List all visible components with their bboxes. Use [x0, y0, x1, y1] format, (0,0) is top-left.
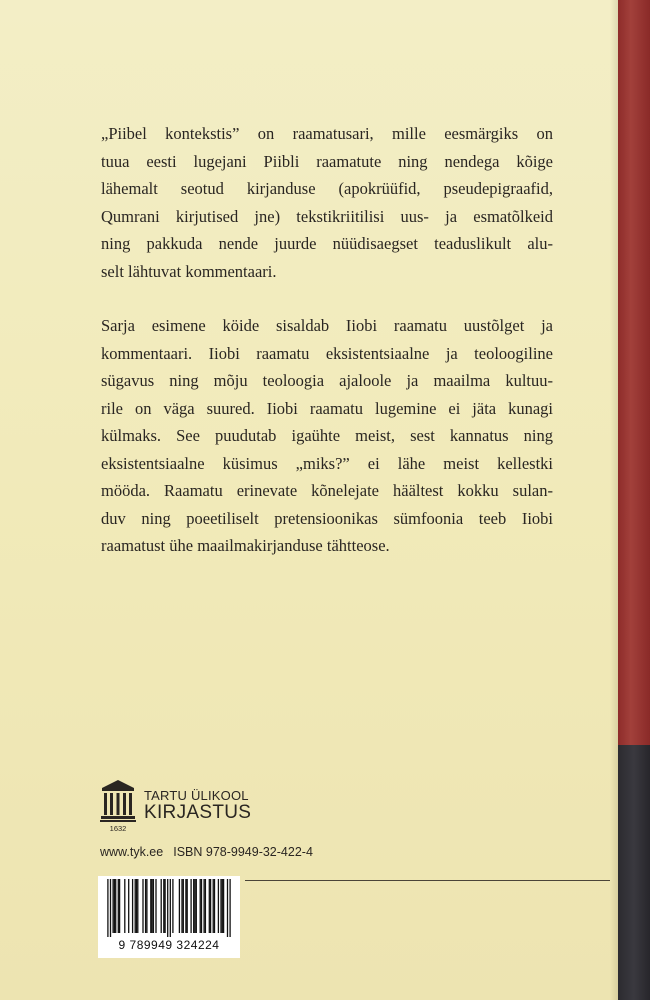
barcode-bar: [161, 879, 162, 933]
barcode-digits: 9 789949 324224: [118, 938, 220, 952]
barcode-bar: [115, 879, 116, 933]
barcode-bar: [214, 879, 215, 933]
barcode-bar: [146, 879, 147, 933]
cover-edge-shadow: [610, 0, 618, 1000]
publication-info: [100, 845, 313, 859]
blurb-line: kommentaari. Iiobi raamatu eksistentsiaalne ja teoloogiline: [101, 343, 553, 363]
barcode-bar: [179, 879, 180, 933]
barcode-bar: [110, 879, 111, 937]
blurb-line: sügavus ning mõju teoloogia ajaloole ja maailma kultuu-: [101, 371, 553, 390]
barcode-bar: [107, 879, 108, 937]
barcode-bar: [194, 879, 195, 933]
blurb-line: rile on väga suured. Iiobi raamatu lugemine ei jäta kunagi: [101, 398, 553, 418]
barcode-bar: [220, 879, 221, 933]
barcode-bar: [181, 879, 182, 933]
barcode-bar: [142, 879, 143, 933]
blurb-line: Qumrani kirjutised jne) tekstikriitilisi uus- ja esmatõlkeid: [101, 206, 553, 226]
barcode-bar: [200, 879, 201, 933]
barcode-bar: [183, 879, 184, 933]
blurb-line: mööda. Raamatu erinevate kõnelejate häältest kokku sulan-: [101, 481, 553, 500]
barcode-bar: [167, 879, 168, 937]
blurb: [101, 120, 553, 587]
barcode-bar: [163, 879, 164, 933]
barcode-bar: [132, 879, 133, 933]
blurb-line: Sarja esimene köide sisaldab Iiobi raamatu uustõlget ja: [101, 316, 553, 335]
blurb-paragraph-2: [101, 312, 553, 560]
blurb-line: raamatust ühe maailmakirjanduse tähtteose.: [101, 536, 390, 555]
barcode-bar: [218, 879, 219, 933]
barcode-bar: [118, 879, 119, 933]
barcode-bar: [119, 879, 120, 933]
barcode-bar: [124, 879, 125, 933]
barcode-bar: [213, 879, 214, 933]
barcode-bars: [101, 879, 237, 937]
barcode-bar: [112, 879, 113, 933]
blurb-line: tuua eesti lugejani Piibli raamatute ning nendega kõige: [101, 151, 553, 171]
barcode-bar: [223, 879, 224, 933]
barcode-bar: [114, 879, 115, 933]
barcode-bar: [151, 879, 152, 933]
barcode-bar: [203, 879, 204, 933]
barcode-bar: [205, 879, 206, 933]
blurb-line: külmaks. See puudutab igaühte meist, sest kannatus ning: [101, 426, 553, 445]
barcode-bar: [196, 879, 197, 933]
barcode-bar: [128, 879, 129, 933]
blurb-line: eksistentsiaalne küsimus „miks?” ei lähe meist kellestki: [101, 453, 553, 473]
isbn-number: ISBN 978-9949-32-422-4: [173, 845, 313, 859]
publisher-website: www.tyk.ee: [100, 845, 164, 859]
barcode-bar: [190, 879, 191, 933]
barcode-bar: [155, 879, 156, 933]
barcode-bar: [170, 879, 171, 937]
blurb-line: duv ning poeetiliselt pretensioonikas sümfoonia teeb Iiobi: [101, 508, 553, 528]
isbn-barcode: [98, 876, 240, 958]
barcode-bar: [210, 879, 211, 933]
barcode-bar: [153, 879, 154, 933]
publisher-imprint: [100, 778, 300, 834]
barcode-bar: [150, 879, 151, 933]
barcode-bar: [227, 879, 228, 937]
publisher-name-line-1: TARTU ÜLIKOOL: [144, 788, 249, 803]
barcode-bar: [145, 879, 146, 933]
barcode-bar: [172, 879, 173, 933]
barcode-bar: [209, 879, 210, 933]
barcode-bar: [193, 879, 194, 933]
barcode-bar: [201, 879, 202, 933]
logo-year: 1632: [109, 824, 127, 833]
barcode-bar: [229, 879, 230, 937]
barcode-bar: [135, 879, 136, 933]
barcode-bar: [222, 879, 223, 933]
barcode-bar: [164, 879, 165, 933]
spine-dark-band: [618, 745, 650, 1000]
horizontal-rule: [245, 880, 610, 881]
barcode-bar: [137, 879, 138, 933]
barcode-bar: [185, 879, 186, 933]
barcode-bar: [136, 879, 137, 933]
university-building-logo-icon: [100, 778, 136, 834]
blurb-line: „Piibel kontekstis” on raamatusari, mille eesmärgiks on: [101, 124, 553, 143]
blurb-line: selt lähtuvat kommentaari.: [101, 261, 277, 281]
blurb-paragraph-1: [101, 120, 553, 285]
barcode-bar: [187, 879, 188, 933]
spine-red-band: [618, 0, 650, 745]
blurb-line: lähemalt seotud kirjanduse (apokrüüfid, pseudepigraafid,: [101, 179, 553, 198]
blurb-line: ning pakkuda nende juurde nüüdisaegset teaduslikult alu-: [101, 234, 553, 253]
publisher-name-line-2: KIRJASTUS: [144, 802, 252, 823]
